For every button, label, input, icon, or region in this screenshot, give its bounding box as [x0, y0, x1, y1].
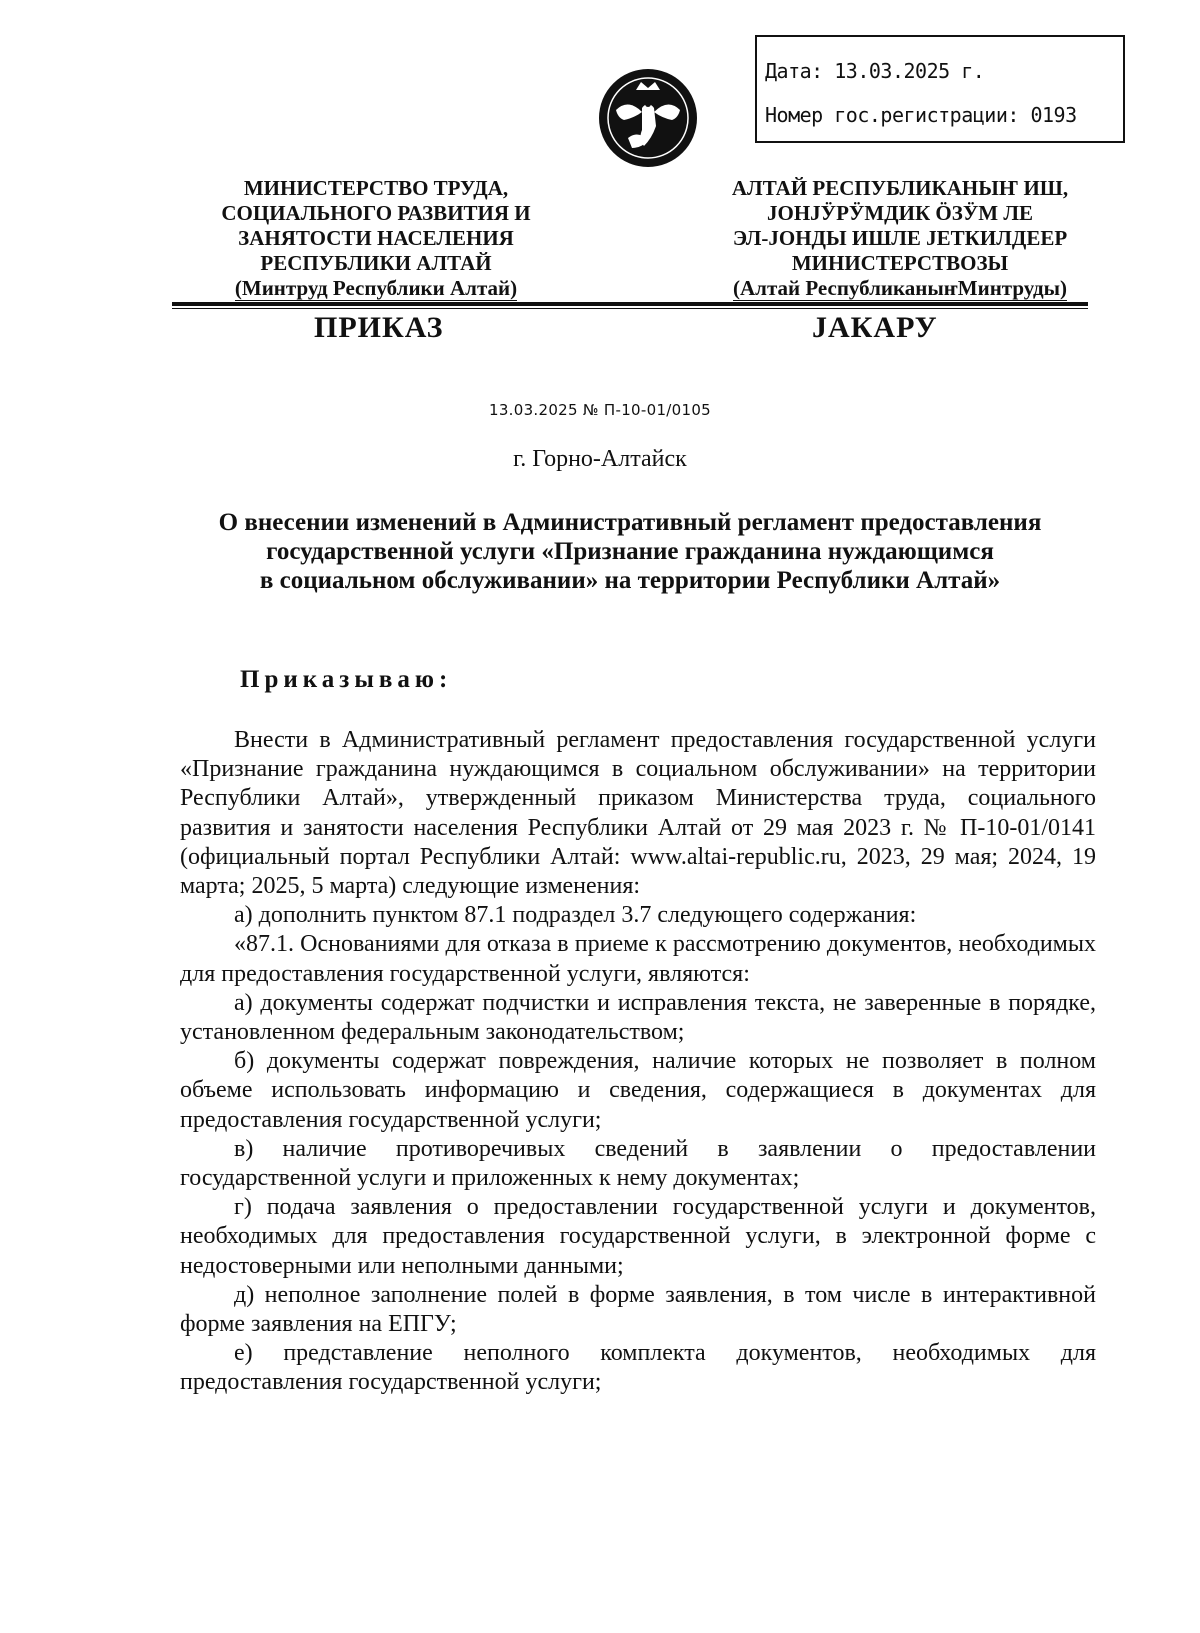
ministry-abbreviation-russian: (Минтруд Республики Алтай) — [234, 276, 518, 300]
title-line: в социальном обслуживании» на территории Республики Алтай» — [259, 567, 1001, 594]
document-body — [180, 726, 1096, 1398]
body-paragraph: Внести в Административный регламент предоставления государственной услуги «Признание гражданина нуждающимся в социальном обслуживании» на территории Республики Алтай», утвержденный приказом Министерства труда, социального развития и занятости населения Республики Алтай от 29 мая 2023 г. № П-10-01/0141 (официальный портал Республики Алтай: www.altai-republic.ru, 2023, 29 мая; 2024, 19 марта; 2025, 5 марта) следующие изменения: — [180, 727, 1096, 900]
document-title — [160, 508, 1100, 595]
org-line: ЈОНЈӰРӰМДИК ӦЗӰМ ЛЕ — [767, 201, 1033, 225]
body-paragraph: д) неполное заполнение полей в форме заявления, в том числе в интерактивной форме заявления на ЕПГУ; — [180, 1281, 1096, 1338]
org-line: МИНИСТЕРСТВО ТРУДА, — [243, 176, 509, 200]
body-paragraph: б) документы содержат повреждения, наличие которых не позволяет в полном объеме использовать информацию и сведения, содержащиеся в документах для предоставления государственной услуги; — [180, 1048, 1096, 1133]
title-line: государственной услуги «Признание гражданина нуждающимся — [266, 538, 994, 565]
ministry-name-altai — [700, 176, 1100, 301]
org-line: РЕСПУБЛИКИ АЛТАЙ — [260, 251, 492, 275]
title-line: О внесении изменений в Административный регламент предоставления — [218, 509, 1042, 536]
ministry-abbreviation-altai: (Алтай РеспубликаныҥМинтруды) — [733, 276, 1067, 300]
ministry-name-russian — [196, 176, 556, 301]
org-line: АЛТАЙ РЕСПУБЛИКАНЫҤ ИШ, — [731, 176, 1069, 200]
org-line: ЭЛ-ЈОНДЫ ИШЛЕ ЈЕТКИЛДЕЕР — [732, 226, 1068, 250]
registration-date: Дата: 13.03.2025 г. — [765, 59, 985, 83]
altai-coat-of-arms-icon — [598, 68, 698, 168]
registration-number: Номер гос.регистрации: 0193 — [765, 103, 1077, 127]
order-word-altai: ЈАКАРУ — [812, 311, 938, 344]
order-number: 13.03.2025 № П-10-01/0105 — [488, 401, 712, 419]
header-divider — [172, 302, 1088, 306]
decree-word: Приказываю: — [240, 666, 453, 693]
org-line: СОЦИАЛЬНОГО РАЗВИТИЯ И — [221, 201, 531, 225]
org-line: МИНИСТЕРСТВОЗЫ — [791, 251, 1009, 275]
body-paragraph: «87.1. Основаниями для отказа в приеме к рассмотрению документов, необходимых для предоставления государственной услуги, являются: — [180, 931, 1096, 987]
order-word-russian: ПРИКАЗ — [314, 311, 444, 344]
body-paragraph: г) подача заявления о предоставлении государственной услуги и документов, необходимых для предоставления государственной услуги, в электронной форме с недостоверными или неполными данными; — [180, 1194, 1096, 1279]
body-paragraph: а) дополнить пунктом 87.1 подраздел 3.7 следующего содержания: — [234, 902, 917, 929]
body-paragraph: а) документы содержат подчистки и исправления текста, не заверенные в порядке, установленном федеральным законодательством; — [180, 989, 1096, 1046]
header-divider-thin — [172, 308, 1088, 309]
body-paragraph: е) представление неполного комплекта документов, необходимых для предоставления государственной услуги; — [180, 1340, 1096, 1396]
org-line: ЗАНЯТОСТИ НАСЕЛЕНИЯ — [238, 226, 514, 250]
body-paragraph: в) наличие противоречивых сведений в заявлении о предоставлении государственной услуги и приложенных к нему документах; — [180, 1135, 1096, 1192]
city: г. Горно-Алтайск — [513, 446, 687, 472]
registration-stamp — [755, 35, 1125, 143]
